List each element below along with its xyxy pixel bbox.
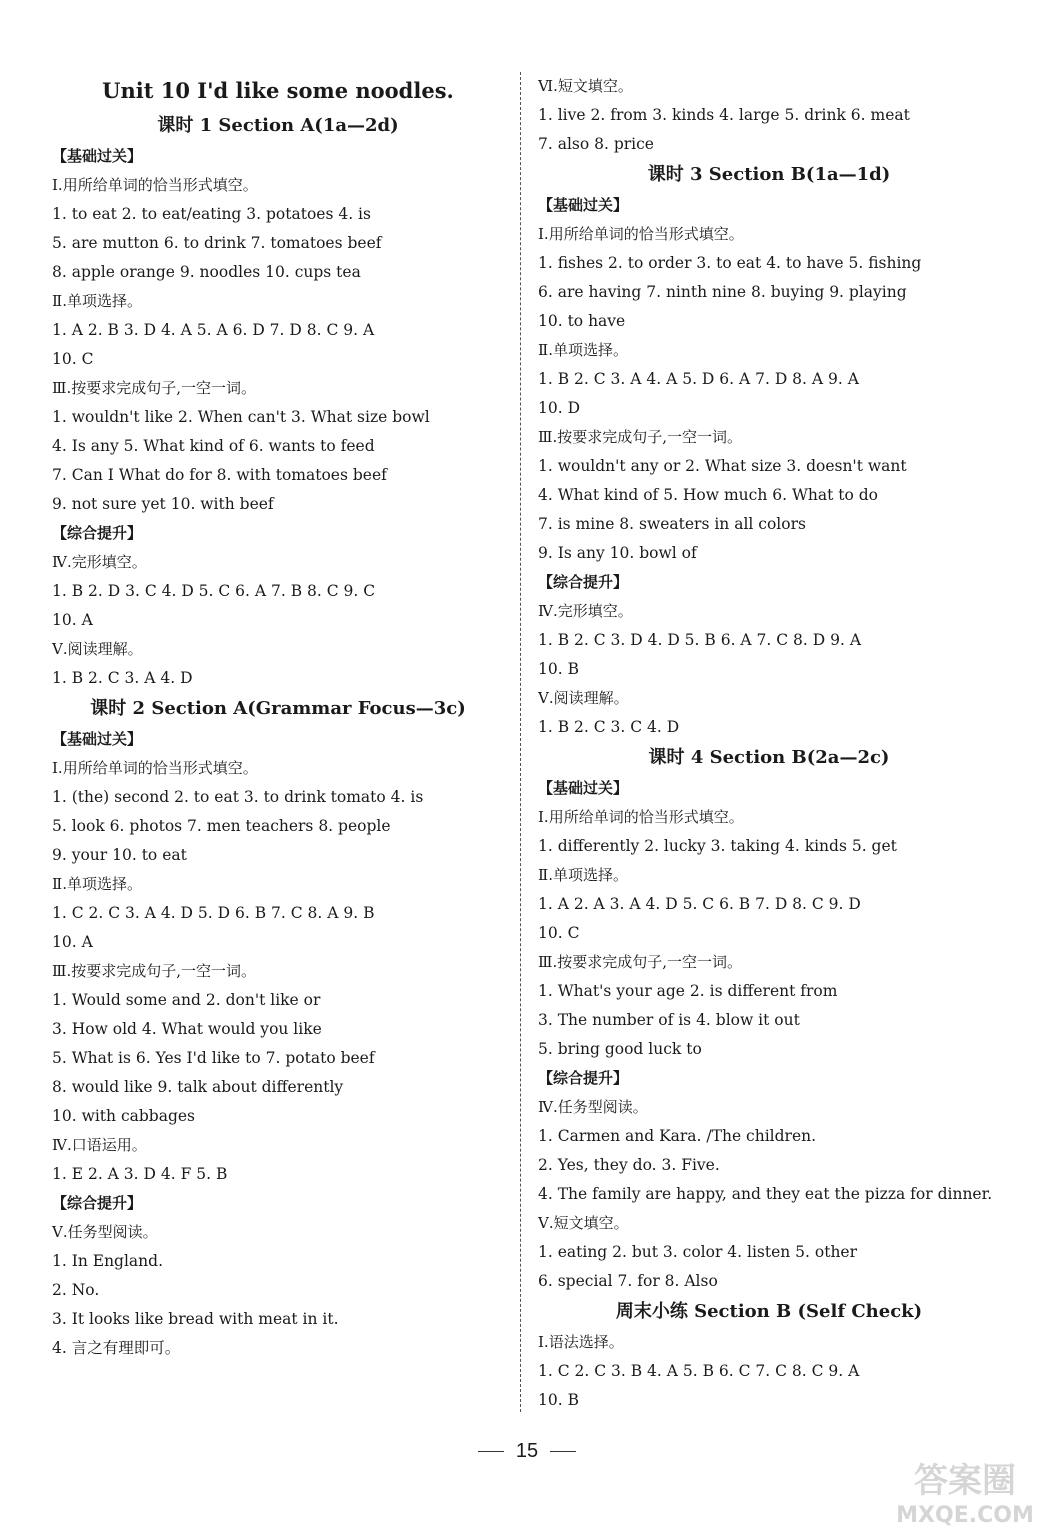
- answer-line: 9. not sure yet 10. with beef: [52, 495, 274, 513]
- answer-line: 10. B: [538, 660, 579, 678]
- sub-line: Ⅰ.用所给单词的恰当形式填空。: [52, 759, 258, 777]
- sub-line: Ⅰ.语法选择。: [538, 1333, 624, 1351]
- heading-line: 【基础过关】: [52, 730, 143, 748]
- sub-line: Ⅳ.完形填空。: [538, 602, 633, 620]
- answer-line: 10. B: [538, 1391, 579, 1409]
- right-column: [538, 72, 1000, 1415]
- sub-line: Ⅰ.用所给单词的恰当形式填空。: [52, 176, 258, 194]
- answer-line: 1. to eat 2. to eat/eating 3. potatoes 4. is: [52, 205, 371, 223]
- answer-line: 1. B 2. C 3. A 4. D: [52, 669, 193, 687]
- sub-line: Ⅲ.按要求完成句子,一空一词。: [538, 428, 743, 446]
- sub-line: Ⅱ.单项选择。: [52, 292, 142, 310]
- sub-line: Ⅱ.单项选择。: [538, 341, 628, 359]
- answer-line: 9. Is any 10. bowl of: [538, 544, 697, 562]
- answer-line: 5. are mutton 6. to drink 7. tomatoes beef: [52, 234, 382, 252]
- answer-line: 1. In England.: [52, 1252, 163, 1270]
- section-line: 课时 2 Section A(Grammar Focus—3c): [90, 698, 466, 719]
- answer-line: 9. your 10. to eat: [52, 846, 187, 864]
- footer-dash-right: [550, 1451, 576, 1452]
- answer-line: 5. look 6. photos 7. men teachers 8. people: [52, 817, 391, 835]
- watermark-url: MXQE.COM: [896, 1503, 1034, 1528]
- answer-line: 1. (the) second 2. to eat 3. to drink tomato 4. is: [52, 788, 424, 806]
- answer-line: 1. differently 2. lucky 3. taking 4. kinds 5. get: [538, 837, 897, 855]
- answer-line: 2. No.: [52, 1281, 100, 1299]
- sub-line: Ⅳ.完形填空。: [52, 553, 147, 571]
- answer-line: 1. B 2. D 3. C 4. D 5. C 6. A 7. B 8. C 9. C: [52, 582, 376, 600]
- sub-line: Ⅴ.阅读理解。: [538, 689, 629, 707]
- heading-line: 【基础过关】: [538, 779, 629, 797]
- answer-line: 10. A: [52, 933, 93, 951]
- answer-line: 1. B 2. C 3. C 4. D: [538, 718, 680, 736]
- answer-line: 6. are having 7. ninth nine 8. buying 9. playing: [538, 283, 907, 301]
- section-line: 课时 4 Section B(2a—2c): [648, 747, 890, 768]
- sub-line: Ⅲ.按要求完成句子,一空一词。: [538, 953, 743, 971]
- left-column: [52, 72, 504, 1363]
- watermark-text: 答案圈: [914, 1461, 1016, 1501]
- answer-line: 1. E 2. A 3. D 4. F 5. B: [52, 1165, 228, 1183]
- sub-line: Ⅰ.用所给单词的恰当形式填空。: [538, 808, 744, 826]
- section-line: 周末小练 Section B (Self Check): [615, 1301, 923, 1322]
- answer-line: 3. It looks like bread with meat in it.: [52, 1310, 339, 1328]
- answer-line: 2. Yes, they do. 3. Five.: [538, 1156, 720, 1174]
- answer-line: 1. B 2. C 3. A 4. A 5. D 6. A 7. D 8. A 9. A: [538, 370, 859, 388]
- sub-line: Ⅴ.任务型阅读。: [52, 1223, 158, 1241]
- column-divider: [520, 72, 521, 1412]
- answer-line: 1. live 2. from 3. kinds 4. large 5. drink 6. meat: [538, 106, 910, 124]
- answer-line: 5. bring good luck to: [538, 1040, 702, 1058]
- answer-line: 5. What is 6. Yes I'd like to 7. potato beef: [52, 1049, 375, 1067]
- section-line: 课时 3 Section B(1a—1d): [647, 164, 891, 185]
- sub-line: Ⅴ.阅读理解。: [52, 640, 143, 658]
- answer-line: 7. also 8. price: [538, 135, 654, 153]
- answer-line: 10. A: [52, 611, 93, 629]
- sub-line: Ⅳ.任务型阅读。: [538, 1098, 648, 1116]
- answer-line: 10. C: [538, 924, 580, 942]
- watermark-logo: [890, 1452, 1040, 1530]
- heading-line: 【综合提升】: [52, 524, 143, 542]
- answer-line: 1. wouldn't like 2. When can't 3. What size bowl: [52, 408, 430, 426]
- sub-line: Ⅱ.单项选择。: [52, 875, 142, 893]
- answer-line: 7. is mine 8. sweaters in all colors: [538, 515, 806, 533]
- heading-line: 【综合提升】: [538, 573, 629, 591]
- answer-line: 8. would like 9. talk about differently: [52, 1078, 344, 1096]
- answer-line: 7. Can I What do for 8. with tomatoes beef: [52, 466, 387, 484]
- answer-line: 1. C 2. C 3. B 4. A 5. B 6. C 7. C 8. C 9. A: [538, 1362, 860, 1380]
- sub-line: Ⅵ.短文填空。: [538, 77, 633, 95]
- answer-line: 4. What kind of 5. How much 6. What to do: [538, 486, 879, 504]
- answer-line: 10. with cabbages: [52, 1107, 195, 1125]
- answer-line: 6. special 7. for 8. Also: [538, 1272, 718, 1290]
- heading-line: 【基础过关】: [538, 196, 629, 214]
- answer-line: 1. B 2. C 3. D 4. D 5. B 6. A 7. C 8. D 9. A: [538, 631, 862, 649]
- heading-line: 【综合提升】: [538, 1069, 629, 1087]
- answer-line: 1. C 2. C 3. A 4. D 5. D 6. B 7. C 8. A 9. B: [52, 904, 375, 922]
- answer-line: 4. The family are happy, and they eat the pizza for dinner.: [538, 1185, 993, 1203]
- sub-line: Ⅰ.用所给单词的恰当形式填空。: [538, 225, 744, 243]
- answer-line: 1. A 2. B 3. D 4. A 5. A 6. D 7. D 8. C 9. A: [52, 321, 375, 339]
- sub-line: Ⅱ.单项选择。: [538, 866, 628, 884]
- answer-line: 4. 言之有理即可。: [52, 1339, 181, 1357]
- answer-line: 1. Carmen and Kara. /The children.: [538, 1127, 817, 1145]
- page-number: 15: [515, 1440, 539, 1462]
- answer-line: 10. C: [52, 350, 94, 368]
- answer-line: 1. fishes 2. to order 3. to eat 4. to have 5. fishing: [538, 254, 922, 272]
- answer-line: 4. Is any 5. What kind of 6. wants to feed: [52, 437, 375, 455]
- answer-line: 8. apple orange 9. noodles 10. cups tea: [52, 263, 361, 281]
- answer-line: 1. Would some and 2. don't like or: [52, 991, 321, 1009]
- answer-line: 1. eating 2. but 3. color 4. listen 5. other: [538, 1243, 858, 1261]
- section-line: 课时 1 Section A(1a—2d): [157, 115, 399, 136]
- title-line: Unit 10 I'd like some noodles.: [102, 78, 454, 103]
- sub-line: Ⅲ.按要求完成句子,一空一词。: [52, 379, 257, 397]
- answer-line: 10. to have: [538, 312, 626, 330]
- sub-line: Ⅴ.短文填空。: [538, 1214, 629, 1232]
- answer-line: 1. A 2. A 3. A 4. D 5. C 6. B 7. D 8. C 9. D: [538, 895, 861, 913]
- answer-line: 1. wouldn't any or 2. What size 3. doesn't want: [538, 457, 907, 475]
- sub-line: Ⅲ.按要求完成句子,一空一词。: [52, 962, 257, 980]
- footer-dash-left: [478, 1451, 504, 1452]
- answer-line: 10. D: [538, 399, 581, 417]
- answer-line: 3. The number of is 4. blow it out: [538, 1011, 800, 1029]
- sub-line: Ⅳ.口语运用。: [52, 1136, 147, 1154]
- answer-line: 3. How old 4. What would you like: [52, 1020, 322, 1038]
- heading-line: 【综合提升】: [52, 1194, 143, 1212]
- heading-line: 【基础过关】: [52, 147, 143, 165]
- answer-line: 1. What's your age 2. is different from: [538, 982, 838, 1000]
